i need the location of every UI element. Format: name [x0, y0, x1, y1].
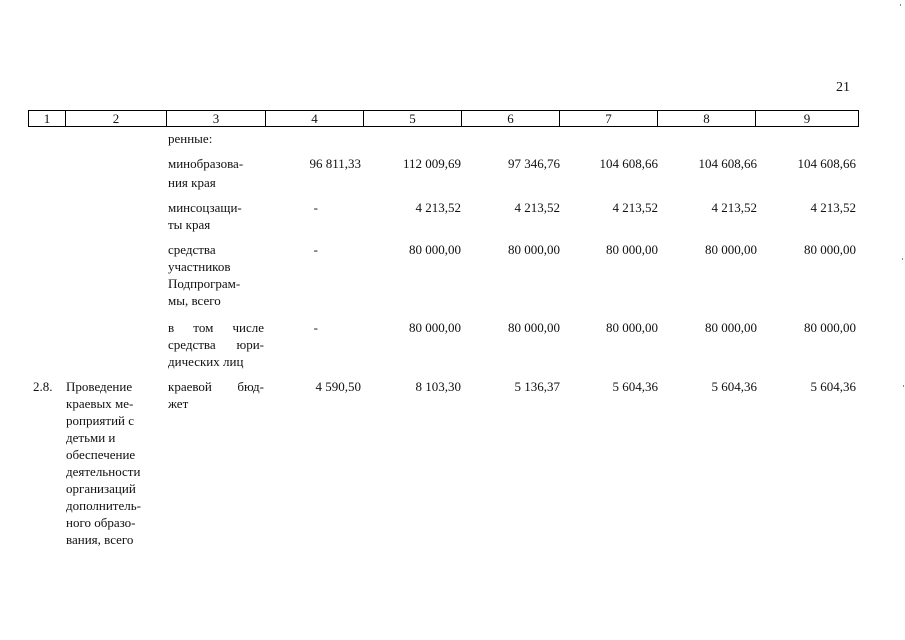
row-label-legal-line1: в том числе [168, 320, 264, 335]
cell-participants-col7: 80 000,00 [606, 242, 658, 257]
header-col-3: 3 [167, 111, 266, 126]
row-label-regional-line2: жет [168, 396, 189, 411]
header-col-1: 1 [29, 111, 66, 126]
cell-regional-col8: 5 604,36 [711, 379, 757, 394]
item-name-line: детьми и [66, 430, 116, 445]
item-name-line: обеспечение [66, 447, 136, 462]
row-label-continuation: ренные: [168, 131, 213, 146]
header-col-5: 5 [364, 111, 462, 126]
row-label-participants-line2: участников [168, 259, 231, 274]
cell-regional-col5: 8 103,30 [415, 379, 461, 394]
cell-regional-col4: 4 590,50 [315, 379, 361, 394]
item-name-line: дополнитель- [66, 498, 141, 513]
header-col-6: 6 [462, 111, 560, 126]
cell-legal-col5: 80 000,00 [409, 320, 461, 335]
cell-minsoc-col9: 4 213,52 [810, 200, 856, 215]
row-label-legal-line2: средства юри- [168, 337, 264, 352]
page-number: 21 [836, 80, 850, 95]
cell-regional-col7: 5 604,36 [612, 379, 658, 394]
item-name-line: деятельности [66, 464, 141, 479]
item-name-line: вания, всего [66, 532, 134, 547]
item-name-line: роприятий с [66, 413, 135, 428]
cell-regional-col9: 5 604,36 [810, 379, 856, 394]
cell-legal-col6: 80 000,00 [508, 320, 560, 335]
row-label-participants-line4: мы, всего [168, 293, 221, 308]
item-name-line: организаций [66, 481, 136, 496]
cell-regional-col6: 5 136,37 [514, 379, 560, 394]
cell-participants-col5: 80 000,00 [409, 242, 461, 257]
cell-minsoc-col8: 4 213,52 [711, 200, 757, 215]
header-col-4: 4 [266, 111, 364, 126]
cell-participants-col8: 80 000,00 [705, 242, 757, 257]
row-label-minsoc-line1: минсоцзащи- [168, 200, 242, 215]
cell-minobr-col8: 104 608,66 [698, 156, 757, 171]
item-name-line: Проведение [66, 379, 133, 394]
cell-minsoc-col5: 4 213,52 [415, 200, 461, 215]
item-number: 2.8. [33, 379, 53, 394]
row-label-legal-line3: дических лиц [168, 354, 244, 369]
cell-legal-col9: 80 000,00 [804, 320, 856, 335]
cell-legal-col4: - [313, 320, 318, 335]
row-label-minobr-line1: минобразова- [168, 156, 244, 171]
cell-participants-col6: 80 000,00 [508, 242, 560, 257]
cell-minobr-col6: 97 346,76 [508, 156, 560, 171]
scan-speck [902, 258, 903, 260]
cell-minsoc-col4: - [313, 200, 318, 215]
header-col-7: 7 [560, 111, 658, 126]
row-label-participants-line3: Подпрограм- [168, 276, 241, 291]
row-label-participants-line1: средства [168, 242, 216, 257]
item-name-line: ного образо- [66, 515, 136, 530]
table-header-row [28, 110, 859, 127]
scan-speck [900, 4, 901, 6]
header-col-8: 8 [658, 111, 756, 126]
row-label-regional-line1: краевой бюд- [168, 379, 264, 394]
header-col-2: 2 [66, 111, 167, 126]
cell-legal-col7: 80 000,00 [606, 320, 658, 335]
scan-speck [903, 385, 904, 387]
cell-minsoc-col7: 4 213,52 [612, 200, 658, 215]
item-name [66, 378, 158, 548]
row-label-minobr-line2: ния края [168, 175, 216, 190]
cell-minobr-col4: 96 811,33 [309, 156, 361, 171]
header-col-9: 9 [803, 111, 811, 126]
cell-participants-col9: 80 000,00 [804, 242, 856, 257]
cell-minsoc-col6: 4 213,52 [514, 200, 560, 215]
cell-participants-col4: - [313, 242, 318, 257]
item-name-line: краевых ме- [66, 396, 134, 411]
row-label-minsoc-line2: ты края [168, 217, 211, 232]
cell-minobr-col9: 104 608,66 [797, 156, 856, 171]
cell-legal-col8: 80 000,00 [705, 320, 757, 335]
cell-minobr-col5: 112 009,69 [402, 156, 461, 171]
cell-minobr-col7: 104 608,66 [599, 156, 658, 171]
